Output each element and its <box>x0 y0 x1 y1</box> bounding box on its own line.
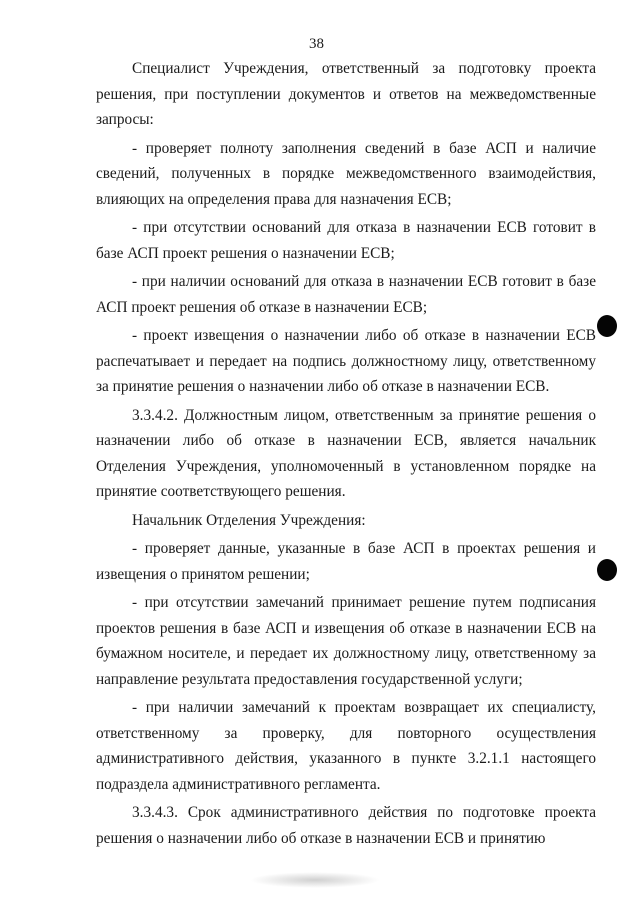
list-item: - проверяет полноту заполнения сведений в базе АСП и наличие сведений, полученных в порядке межведомственного взаимодействия, влияющих на определения права для назначения ЕСВ; <box>96 139 596 208</box>
scan-smudge <box>250 872 380 888</box>
document-body <box>96 56 596 851</box>
list-item: - при наличии замечаний к проектам возвращает их специалисту, ответственному за проверку, для повторного осуществления административного действия, указанного в пункте 3.2.1.1 настоящего подраздела административного регламента. <box>96 699 596 793</box>
paragraph: Специалист Учреждения, ответственный за подготовку проекта решения, при поступлении документов и ответов на межведомственные запросы: <box>96 60 596 128</box>
list-item: - при отсутствии замечаний принимает решение путем подписания проектов решения в базе АСП и извещения об отказе в назначении ЕСВ на бумажном носителе, и передает их должностному лицу, ответственному за направление результата предоставления государственной услуги; <box>96 594 596 688</box>
punch-hole-mark <box>597 559 617 581</box>
paragraph: 3.3.4.2. Должностным лицом, ответственным за принятие решения о назначении либо об отказе в назначении ЕСВ, является начальник Отделения Учреждения, уполномоченный в установленном порядке на принятие соответствующего решения. <box>96 406 596 500</box>
list-item: - при отсутствии оснований для отказа в назначении ЕСВ готовит в базе АСП проект решения о назначении ЕСВ; <box>96 219 596 262</box>
page-number: 38 <box>309 36 324 52</box>
list-item: - проверяет данные, указанные в базе АСП в проектах решения и извещения о принятом решении; <box>96 540 596 583</box>
paragraph: Начальник Отделения Учреждения: <box>132 511 366 529</box>
paragraph: 3.3.4.3. Срок административного действия по подготовке проекта решения о назначении либо об отказе в назначении ЕСВ и принятию <box>96 804 596 847</box>
punch-hole-mark <box>597 315 617 337</box>
list-item: - при наличии оснований для отказа в назначении ЕСВ готовит в базе АСП проект решения об отказе в назначении ЕСВ; <box>96 273 596 316</box>
list-item: - проект извещения о назначении либо об отказе в назначении ЕСВ распечатывает и передает на подпись должностному лицу, ответственному за принятие решения о назначении либо об отказе в назначении ЕСВ. <box>96 327 596 395</box>
